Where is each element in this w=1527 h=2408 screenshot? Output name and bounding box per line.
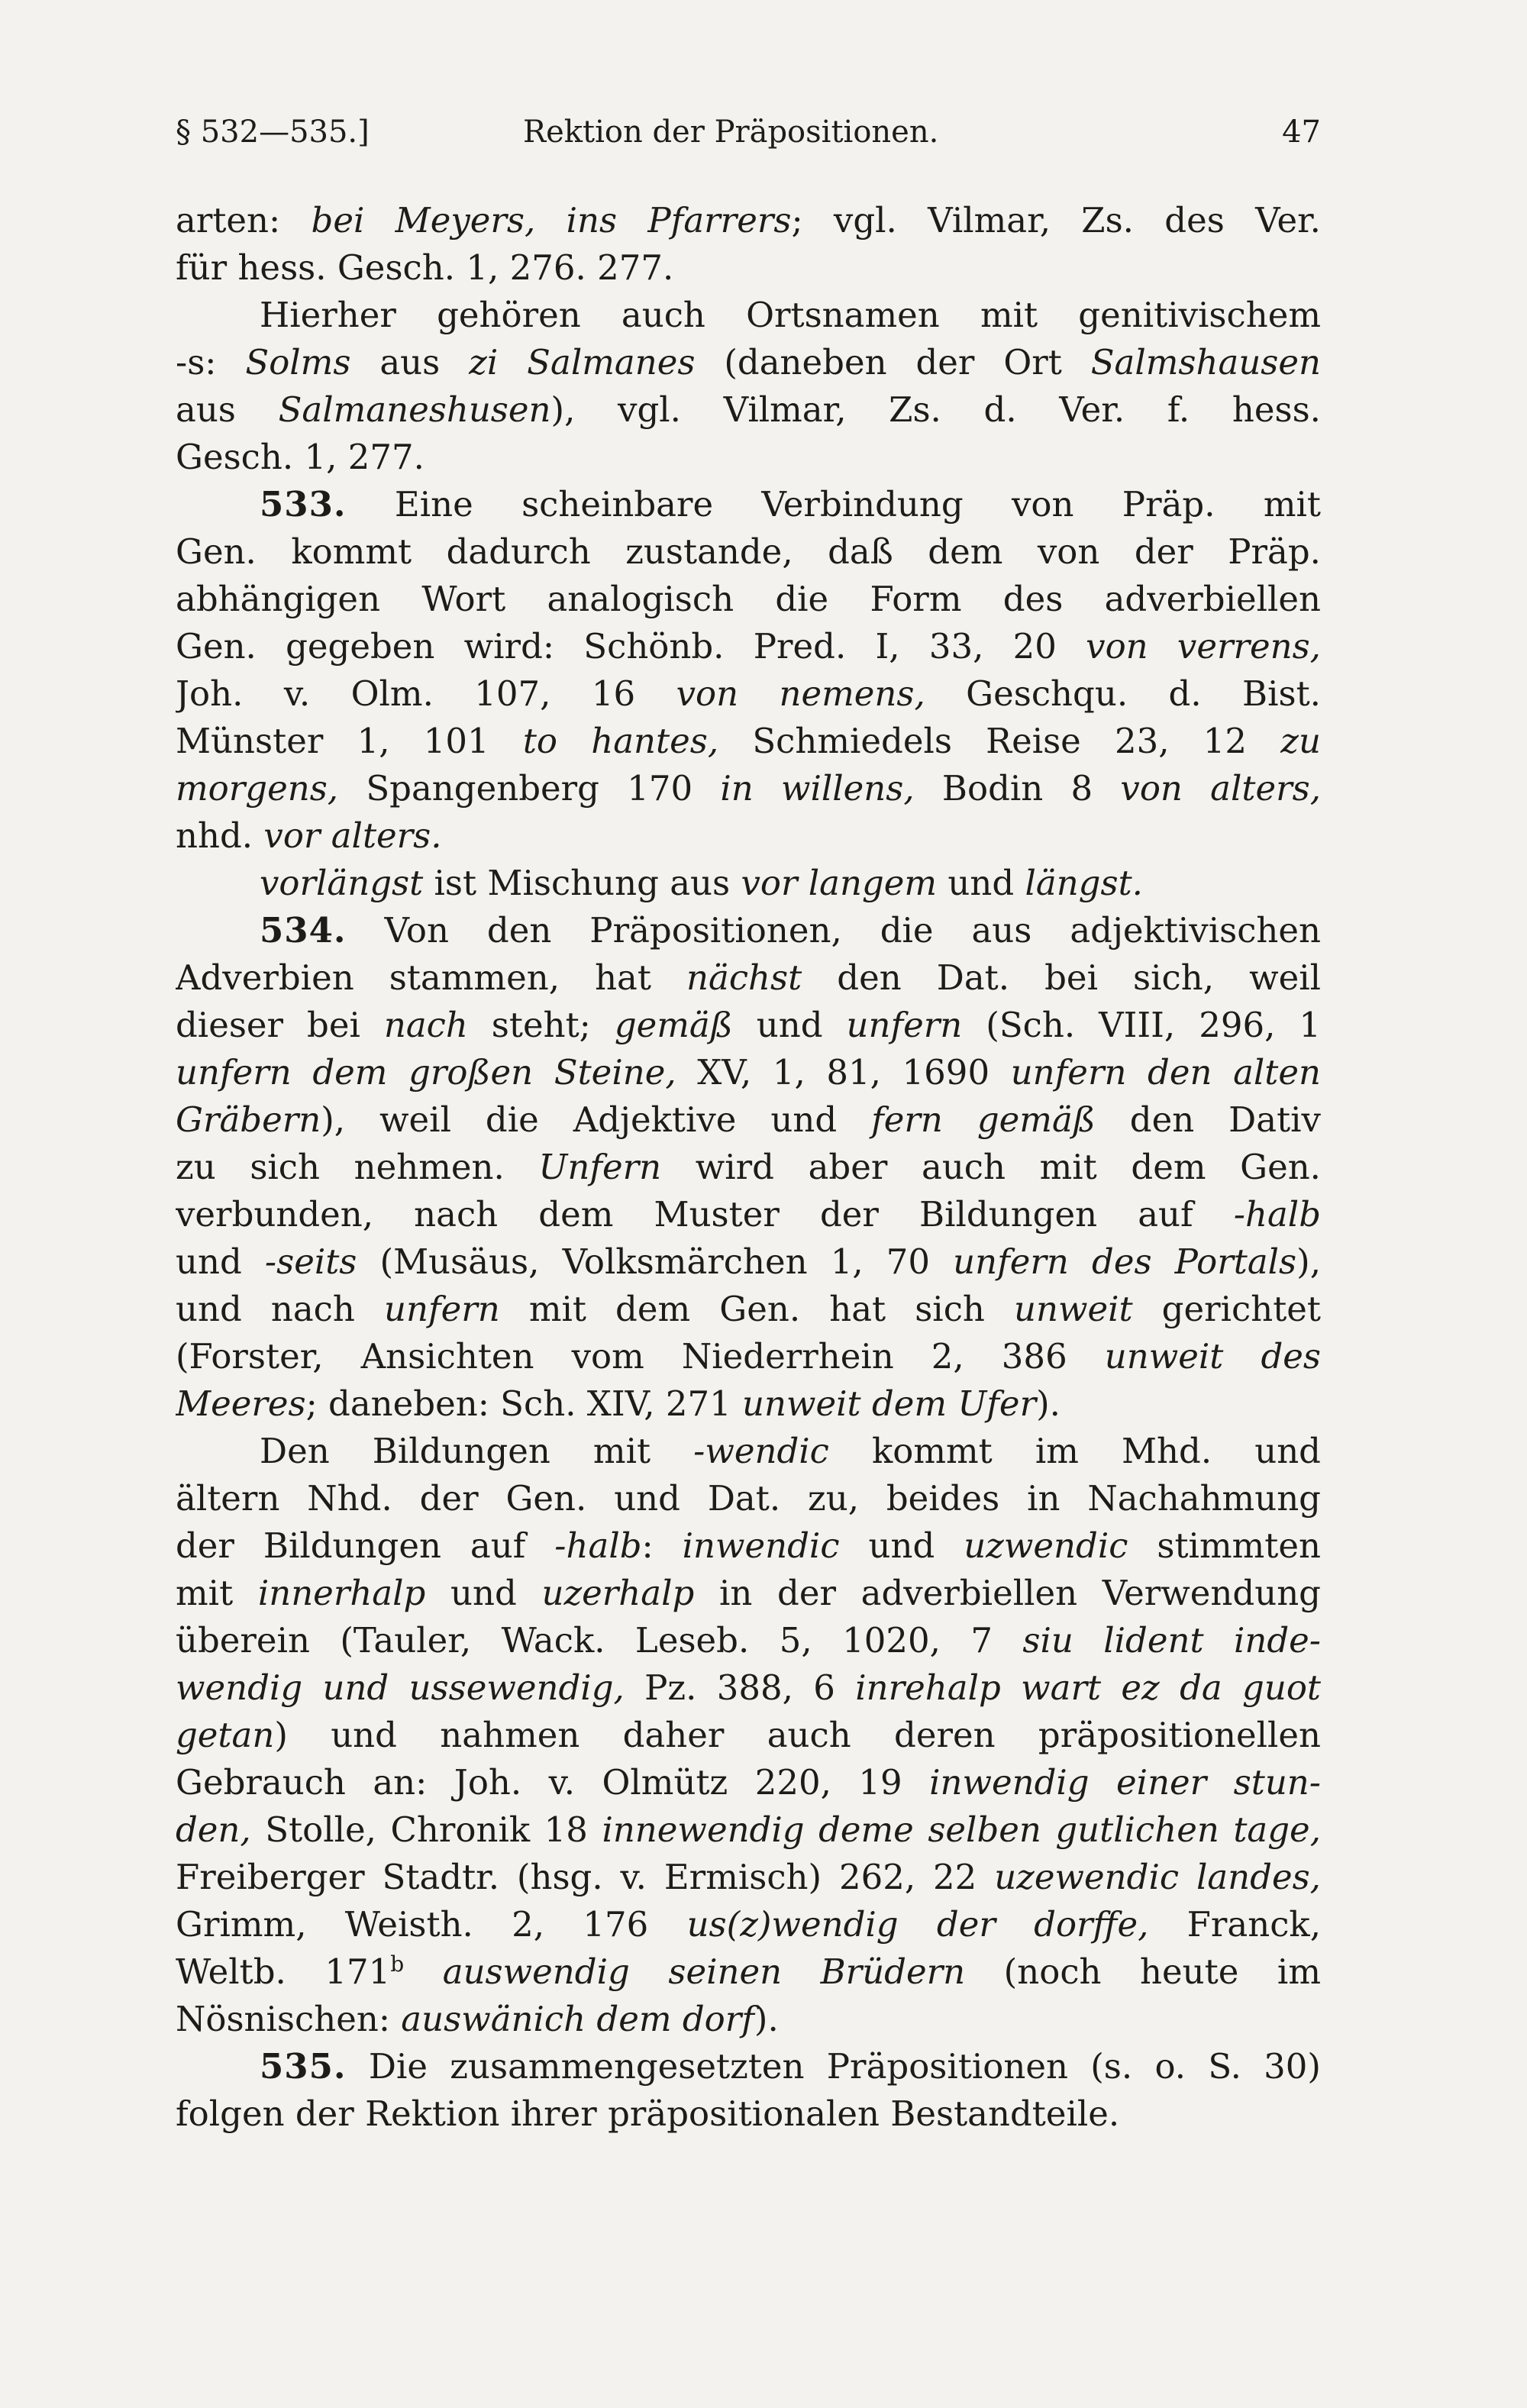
text-line bbox=[176, 860, 1321, 907]
text-line bbox=[176, 1428, 1321, 1475]
italic-text: Meeres bbox=[176, 1383, 306, 1424]
text-line bbox=[176, 197, 1321, 244]
text-run: Den Bildungen mit bbox=[260, 1431, 694, 1471]
italic-text: unweit bbox=[1013, 1289, 1133, 1329]
text-run: arten: bbox=[176, 200, 312, 240]
text-run: und bbox=[176, 1241, 265, 1282]
text-line bbox=[176, 623, 1321, 670]
italic-text: vor alters. bbox=[263, 815, 442, 856]
italic-text: vorlängst bbox=[260, 863, 424, 903]
text-run: ; daneben: Sch. XIV, 271 bbox=[305, 1383, 743, 1424]
text-line bbox=[176, 1144, 1321, 1191]
text-line bbox=[176, 528, 1321, 576]
italic-text: -halb bbox=[554, 1525, 642, 1566]
text-run: gerichtet bbox=[1132, 1289, 1321, 1329]
text-line bbox=[176, 954, 1321, 1002]
text-run: mit dem Gen. hat sich bbox=[499, 1289, 1014, 1329]
italic-text: us(z)wendig der dorffe, bbox=[686, 1904, 1149, 1945]
text-line bbox=[176, 1806, 1321, 1854]
italic-text: innewendig deme selben gutlichen tage, bbox=[602, 1809, 1321, 1850]
text-run: ), weil die Adjektive und bbox=[321, 1099, 872, 1140]
italic-text: fern gemäß bbox=[871, 1099, 1096, 1140]
text-run: Von den Präpositionen, die aus adjektivischen bbox=[346, 910, 1321, 951]
text-line bbox=[176, 1617, 1321, 1664]
text-run: Münster 1, 101 bbox=[176, 721, 523, 761]
text-line bbox=[176, 434, 1321, 481]
italic-text: wendig und ussewendig, bbox=[176, 1667, 625, 1708]
italic-text: vor langem bbox=[741, 863, 938, 903]
italic-text: -halb bbox=[1233, 1194, 1321, 1235]
italic-text: unweit des bbox=[1104, 1336, 1321, 1377]
text-run: ). bbox=[1036, 1383, 1061, 1424]
text-line bbox=[176, 670, 1321, 718]
text-run: verbunden, nach dem Muster der Bildungen auf bbox=[176, 1194, 1234, 1235]
text-run: dieser bei bbox=[176, 1005, 384, 1045]
text-line bbox=[176, 2043, 1321, 2090]
text-run: aus bbox=[350, 342, 470, 383]
text-line bbox=[176, 1854, 1321, 1901]
text-run: Joh. v. Olm. 107, 16 bbox=[176, 673, 676, 714]
italic-text: von nemens, bbox=[676, 673, 925, 714]
text-run: Pz. 388, 6 bbox=[624, 1667, 856, 1708]
italic-text: längst. bbox=[1025, 863, 1143, 903]
italic-text: inwendic bbox=[682, 1525, 840, 1566]
text-run: Freiberger Stadtr. (hsg. v. Ermisch) 262, 22 bbox=[176, 1857, 995, 1897]
text-run: stimmten bbox=[1128, 1525, 1321, 1566]
text-run: (Forster, Ansichten vom Niederrhein 2, 386 bbox=[176, 1336, 1105, 1377]
text-run: den Dativ bbox=[1095, 1099, 1321, 1140]
italic-text: -seits bbox=[264, 1241, 357, 1282]
text-run: Stolle, Chronik 18 bbox=[250, 1809, 602, 1850]
text-run: Adverbien stammen, hat bbox=[176, 957, 687, 998]
italic-text: von verrens, bbox=[1086, 626, 1321, 667]
text-run: nhd. bbox=[176, 815, 264, 856]
italic-text: Unfern bbox=[538, 1147, 662, 1187]
text-run: Franck, bbox=[1148, 1904, 1321, 1945]
header-page-number: 47 bbox=[1282, 115, 1321, 150]
text-line bbox=[176, 1475, 1321, 1522]
text-line bbox=[176, 1049, 1321, 1096]
text-run: (Musäus, Volksmärchen 1, 70 bbox=[357, 1241, 954, 1282]
text-run: Nösnischen: bbox=[176, 1999, 402, 2039]
text-run: -s: bbox=[176, 342, 246, 383]
text-run: Hierher gehören auch Ortsnamen mit genitivischem bbox=[260, 295, 1321, 335]
text-run: ältern Nhd. der Gen. und Dat. zu, beides in Nachahmung bbox=[176, 1478, 1321, 1519]
text-run: Gen. kommt dadurch zustande, daß dem von der Präp. bbox=[176, 531, 1321, 572]
text-line bbox=[176, 765, 1321, 812]
text-line bbox=[176, 1238, 1321, 1286]
text-run: Schmiedels Reise 23, 12 bbox=[718, 721, 1281, 761]
text-run: ), vgl. Vilmar, Zs. d. Ver. f. hess. bbox=[550, 389, 1321, 430]
italic-text: unfern dem großen Steine, bbox=[176, 1052, 676, 1093]
italic-text: unfern bbox=[383, 1289, 500, 1329]
text-run: für hess. Gesch. 1, 276. 277. bbox=[176, 247, 674, 288]
italic-text: auswendig seinen Brüdern bbox=[442, 1951, 966, 1992]
italic-text: nach bbox=[383, 1005, 468, 1045]
text-run: ist Mischung aus bbox=[423, 863, 741, 903]
paragraph-number: 533. bbox=[260, 484, 347, 525]
text-line bbox=[176, 339, 1321, 386]
text-run: Gebrauch an: Joh. v. Olmütz 220, 19 bbox=[176, 1762, 930, 1803]
italic-text: gemäß bbox=[614, 1005, 733, 1045]
text-line bbox=[176, 1712, 1321, 1759]
italic-text: unweit dem Ufer bbox=[742, 1383, 1037, 1424]
italic-text: unfern bbox=[846, 1005, 963, 1045]
text-run: Geschqu. d. Bist. bbox=[925, 673, 1321, 714]
text-run: Gen. gegeben wird: Schönb. Pred. I, 33, 20 bbox=[176, 626, 1086, 667]
italic-text: uzewendic landes, bbox=[994, 1857, 1321, 1897]
text-run: (daneben der Ort bbox=[695, 342, 1091, 383]
text-line bbox=[176, 1333, 1321, 1380]
text-run: steht; bbox=[467, 1005, 615, 1045]
italic-text: -wendic bbox=[693, 1431, 829, 1471]
italic-text: inrehalp wart ez da guot bbox=[855, 1667, 1321, 1708]
text-line bbox=[176, 718, 1321, 765]
text-run: XV, 1, 81, 1690 bbox=[676, 1052, 1011, 1093]
italic-text: Gräbern bbox=[176, 1099, 321, 1140]
text-line bbox=[176, 1002, 1321, 1049]
paragraph-number: 534. bbox=[260, 910, 347, 951]
text-line bbox=[176, 386, 1321, 434]
text-run: Gesch. 1, 277. bbox=[176, 437, 425, 477]
text-line bbox=[176, 292, 1321, 339]
text-line bbox=[176, 1996, 1321, 2043]
text-run: der Bildungen auf bbox=[176, 1525, 555, 1566]
text-run bbox=[404, 1951, 443, 1992]
italic-text: Salmshausen bbox=[1090, 342, 1321, 383]
text-run: : bbox=[641, 1525, 683, 1566]
text-run: aus bbox=[176, 389, 279, 430]
text-run: zu sich nehmen. bbox=[176, 1147, 539, 1187]
italic-text: zi Salmanes bbox=[469, 342, 696, 383]
italic-text: den, bbox=[176, 1809, 251, 1850]
italic-text: morgens, bbox=[176, 768, 339, 809]
italic-text: nächst bbox=[686, 957, 802, 998]
text-run: abhängigen Wort analogisch die Form des adverbiellen bbox=[176, 579, 1321, 619]
italic-text: Salmaneshusen bbox=[278, 389, 551, 430]
text-run: und bbox=[425, 1573, 542, 1613]
italic-text: unfern den alten bbox=[1010, 1052, 1321, 1093]
text-run: den Dat. bei sich, weil bbox=[802, 957, 1321, 998]
text-run: Bodin 8 bbox=[914, 768, 1121, 809]
text-run: wird aber auch mit dem Gen. bbox=[661, 1147, 1321, 1187]
text-line bbox=[176, 1522, 1321, 1570]
text-line bbox=[176, 1286, 1321, 1333]
text-line bbox=[176, 907, 1321, 954]
italic-text: inwendig einer stun- bbox=[929, 1762, 1321, 1803]
italic-text: to hantes, bbox=[522, 721, 719, 761]
text-run: überein (Tauler, Wack. Leseb. 5, 1020, 7 bbox=[176, 1620, 1023, 1661]
text-run: Weltb. 171 bbox=[176, 1951, 391, 1992]
text-run: folgen der Rektion ihrer präpositionalen Bestandteile. bbox=[176, 2093, 1120, 2134]
superscript-text: b bbox=[390, 1951, 405, 1977]
text-run: Grimm, Weisth. 2, 176 bbox=[176, 1904, 687, 1945]
header-running-title: Rektion der Präpositionen. bbox=[523, 115, 939, 150]
italic-text: siu lident inde- bbox=[1022, 1620, 1321, 1661]
text-run: Spangenberg 170 bbox=[338, 768, 721, 809]
text-run: und bbox=[839, 1525, 964, 1566]
header-section-range: § 532—535.] bbox=[176, 115, 370, 150]
text-run: und bbox=[732, 1005, 847, 1045]
text-run: ) und nahmen daher auch deren präpositionellen bbox=[274, 1715, 1321, 1755]
italic-text: getan bbox=[176, 1715, 275, 1755]
italic-text: innerhalp bbox=[257, 1573, 426, 1613]
text-line bbox=[176, 1664, 1321, 1712]
text-line bbox=[176, 244, 1321, 292]
text-run: Eine scheinbare Verbindung von Präp. mit bbox=[346, 484, 1321, 525]
italic-text: Solms bbox=[245, 342, 351, 383]
text-line bbox=[176, 1901, 1321, 1948]
text-run: ), bbox=[1296, 1241, 1321, 1282]
text-line bbox=[176, 2090, 1321, 2138]
text-run: in der adverbiellen Verwendung bbox=[694, 1573, 1321, 1613]
italic-text: bei Meyers, ins Pfarrers bbox=[311, 200, 792, 240]
text-line bbox=[176, 1759, 1321, 1806]
text-run: und bbox=[937, 863, 1025, 903]
text-line bbox=[176, 1570, 1321, 1617]
text-run: mit bbox=[176, 1573, 258, 1613]
body-text bbox=[176, 197, 1321, 2138]
text-run: und nach bbox=[176, 1289, 384, 1329]
italic-text: zu bbox=[1280, 721, 1321, 761]
text-line bbox=[176, 481, 1321, 528]
italic-text: in willens, bbox=[720, 768, 915, 809]
text-line bbox=[176, 812, 1321, 860]
paragraph-number: 535. bbox=[260, 2046, 347, 2087]
text-line bbox=[176, 1948, 1321, 1996]
text-run: ). bbox=[754, 1999, 779, 2039]
italic-text: uzerhalp bbox=[541, 1573, 695, 1613]
text-line bbox=[176, 576, 1321, 623]
italic-text: uzwendic bbox=[964, 1525, 1128, 1566]
text-line bbox=[176, 1380, 1321, 1428]
text-run: Die zusammengesetzten Präpositionen (s. o. S. 30) bbox=[346, 2046, 1321, 2087]
italic-text: von alters, bbox=[1120, 768, 1321, 809]
italic-text: unfern des Portals bbox=[953, 1241, 1297, 1282]
text-run: (Sch. VIII, 296, 1 bbox=[962, 1005, 1321, 1045]
text-run: ; vgl. Vilmar, Zs. des Ver. bbox=[791, 200, 1321, 240]
text-run: kommt im Mhd. und bbox=[828, 1431, 1321, 1471]
text-line bbox=[176, 1096, 1321, 1144]
text-line bbox=[176, 1191, 1321, 1238]
text-run: (noch heute im bbox=[965, 1951, 1321, 1992]
italic-text: auswänich dem dorf bbox=[401, 1999, 754, 2039]
running-header bbox=[176, 115, 1321, 160]
